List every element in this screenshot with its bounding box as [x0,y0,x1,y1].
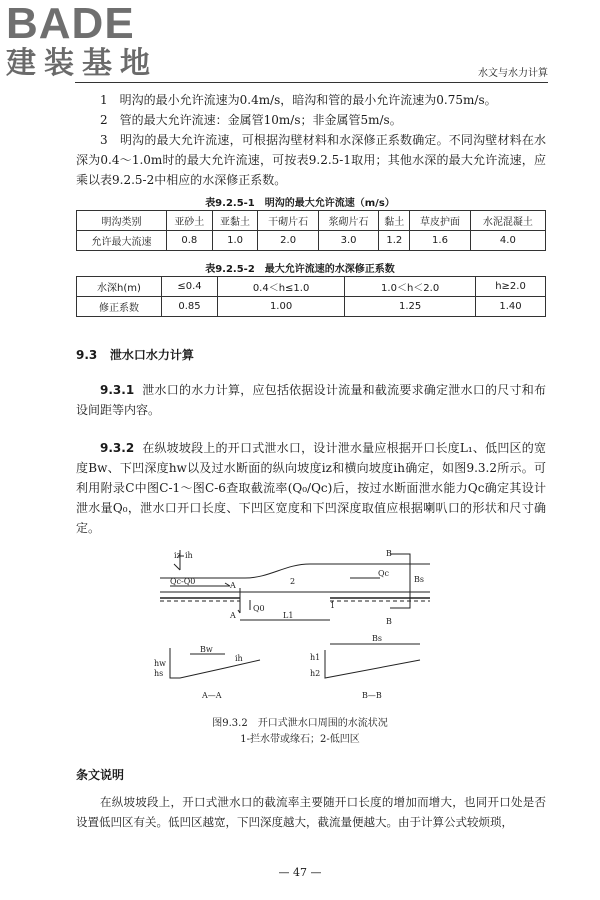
label-hs: hs [154,669,164,678]
label-l1: L1 [283,611,294,620]
table2-header: 1.0＜h＜2.0 [345,277,476,297]
table1-cell: 0.8 [166,231,212,251]
figure-legend: 1-拦水带或缘石；2-低凹区 [240,734,360,745]
table1-header: 浆砌片石 [318,211,378,231]
depth-correction-table [76,276,546,317]
label-a-bot: A [230,611,236,620]
label-bw: Bw [200,645,213,654]
table1-header: 明沟类别 [77,211,167,231]
paragraph-2: 2 管的最大允许流速：金属管10m/s；非金属管5m/s。 [100,113,402,127]
table1-cell: 3.0 [318,231,378,251]
table1-cell: 1.0 [212,231,258,251]
table2-header: ≤0.4 [162,277,218,297]
label-ih-section: ih [235,654,243,663]
table1-cell: 1.6 [410,231,470,251]
label-n2: 2 [290,577,296,586]
label-hw: hw [154,659,166,668]
chapter-header: 水文与水力计算 [478,68,548,79]
clause-9-3-1 [76,380,546,420]
table2-caption: 表9.2.5-2 最大允许流速的水深修正系数 [205,264,395,275]
arrow-head [174,564,180,570]
inlet-flow-figure [150,548,450,708]
section-bb-profile [325,650,420,678]
table1-cell: 2.0 [258,231,318,251]
clause-number: 9.3.1 [100,383,135,397]
logo [6,2,158,82]
paragraph-1: 1 明沟的最小允许流速为0.4m/s，暗沟和管的最小允许流速为0.75m/s。 [100,93,497,107]
table2-cell: 0.85 [162,297,218,317]
label-h1: h1 [310,653,321,662]
table1-row-label: 允许最大流速 [77,231,167,251]
label-iz: iz [174,551,181,560]
table2-cell: 1.00 [217,297,344,317]
label-h2: h2 [310,669,321,678]
table1-cell: 1.2 [379,231,410,251]
figure-caption: 图9.3.2 开口式泄水口周围的水流状况 [212,718,388,729]
section-bb-label: B—B [362,691,382,700]
explanation-text: 在纵坡坡段上，开口式泄水口的截流率主要随开口长度的增加而增大，也同开口处是否设置低凹区有关。低凹区越宽，下凹深度越大，截流量便越大。由于计算公式较烦琐， [76,795,546,829]
table1-header: 亚砂土 [166,211,212,231]
label-ih: ih [185,551,193,560]
table2-cell: 1.40 [476,297,546,317]
logo-wordmark: BADE [6,0,135,48]
section-aa-profile [170,648,260,678]
explanation-title: 条文说明 [76,768,125,782]
label-bs: Bs [414,575,424,584]
page-number: — 47 — [278,866,322,879]
section-title: 泄水口水力计算 [109,348,194,362]
clause-text: 泄水口的水力计算，应包括依据设计流量和截流要求确定泄水口的尺寸和布设间距等内容。 [76,383,546,417]
table1-header: 黏土 [379,211,410,231]
table2-header: h≥2.0 [476,277,546,297]
table1-caption: 表9.2.5-1 明沟的最大允许流速（m/s） [205,198,395,209]
paragraph-3: 3 明沟的最大允许流速，可根据沟壁材料和水深修正系数确定。不同沟壁材料在水深为0.4～1.0m时的最大允许流速，可按表9.2.5-1取用；其他水深的最大允许流速，应乘以表9.2.5-2中相应的水深修正系数。 [76,133,546,187]
table2-row-label: 修正系数 [77,297,162,317]
label-qc: Qc [378,569,390,578]
section-aa-label: A—A [202,691,222,700]
label-b-top: B [386,549,392,558]
label-q0: Q0 [253,604,265,613]
clause-text: 在纵坡坡段上的开口式泄水口，设计泄水量应根据开口长度L₁、低凹区的宽度Bw、下凹深度hw以及过水断面的纵向坡度iz和横向坡度ih确定，如图9.3.2所示。可利用附录C中图C-1～图C-6查取截流率(Q₀/Qc)后，按过水断面泄水能力Qc确定其设计泄水量Q₀，泄水口开口长度、下凹区宽度和下凹深度取值应根据喇叭口的形状和尺寸确定。 [76,441,546,535]
section-number: 9.3 [76,348,98,362]
clause-number: 9.3.2 [100,441,135,455]
table1-header: 亚黏土 [212,211,258,231]
logo-chinese: 建装基地 [6,46,158,81]
table1-header: 干砌片石 [258,211,318,231]
table2-header: 水深h(m) [77,277,162,297]
table1-cell: 4.0 [470,231,545,251]
label-qcq0: Qc-Q0 [170,577,196,586]
header-divider [75,82,548,83]
table2-header: 0.4＜h≤1.0 [217,277,344,297]
label-a-top: A [230,581,236,590]
label-n1: 1 [330,601,336,610]
table2-cell: 1.25 [345,297,476,317]
section-b-line [390,554,410,608]
velocity-table [76,210,546,251]
clause-9-3-2 [76,438,546,538]
table1-header: 水泥混凝土 [470,211,545,231]
label-b-bot: B [386,617,392,626]
section-heading [76,346,194,363]
table1-header: 草皮护面 [410,211,470,231]
flow-edge [160,564,430,578]
label-bs-section: Bs [372,634,382,643]
